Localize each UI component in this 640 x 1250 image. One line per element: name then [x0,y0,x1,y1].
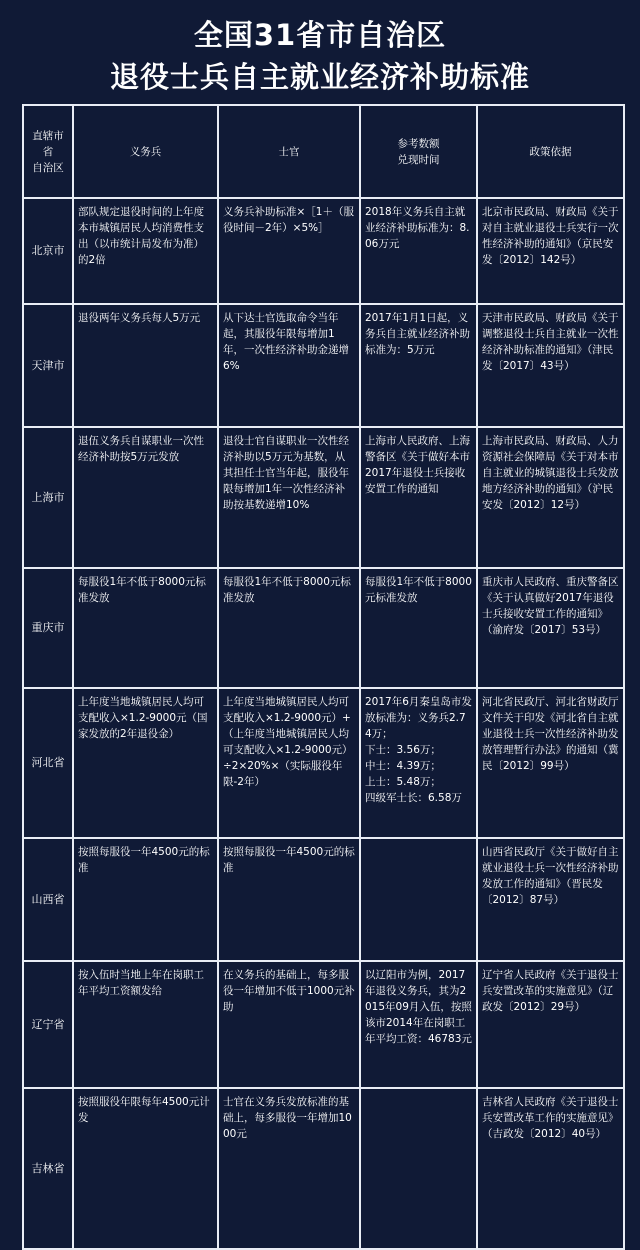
table-row [23,1088,624,1249]
table-row [23,961,624,1088]
nco-cell: 士官在义务兵发放标准的基础上，每多服役一年增加1000元 [218,1088,360,1249]
province-cell: 重庆市 [23,568,73,688]
conscript-cell: 每服役1年不低于8000元标准发放 [73,568,218,688]
policy-cell: 北京市民政局、财政局《关于对自主就业退役士兵实行一次性经济补助的通知》（京民安发〔2012〕142号） [477,198,624,304]
province-cell: 辽宁省 [23,961,73,1088]
nco-cell: 上年度当地城镇居民人均可支配收入×1.2-9000元）+（上年度当地城镇居民人均可支配收入×1.2-9000元）÷2×20%×（实际服役年限-2年） [218,688,360,838]
province-cell: 上海市 [23,427,73,568]
header-conscript-label: 义务兵 [129,145,162,158]
reference-cell: 2018年义务兵自主就业经济补助标准为：8.06万元 [360,198,477,304]
province-cell: 河北省 [23,688,73,838]
conscript-cell: 部队规定退役时间的上年度本市城镇居民人均消费性支出（以市统计局发布为准）的2倍 [73,198,218,304]
table-row [23,304,624,427]
header-reference [360,105,477,198]
header-region-label: 直辖市 省 自治区 [32,129,64,174]
subsidy-table [22,104,625,1250]
province-cell: 北京市 [23,198,73,304]
policy-cell: 河北省民政厅、河北省财政厅文件关于印发《河北省自主就业退役士兵一次性经济补助发放管理暂行办法》的通知（冀民〔2012〕99号） [477,688,624,838]
header-reference-label: 参考数额 兑现时间 [397,137,440,166]
reference-cell: 以辽阳市为例，2017年退役义务兵，其为2015年09月入伍，按照该市2014年在岗职工年平均工资：46783元 [360,961,477,1088]
policy-cell: 上海市民政局、财政局、人力资源社会保障局《关于对本市自主就业的城镇退役士兵发放地方经济补助的通知》（沪民安发〔2012〕12号） [477,427,624,568]
table-row [23,838,624,961]
header-policy [477,105,624,198]
title-line-2: 退役士兵自主就业经济补助标准 [109,60,530,94]
table-row [23,427,624,568]
province-cell: 山西省 [23,838,73,961]
conscript-cell: 按入伍时当地上年在岗职工年平均工资额发给 [73,961,218,1088]
nco-cell: 义务兵补助标准×［1＋（服役时间－2年）×5%］ [218,198,360,304]
policy-cell: 吉林省人民政府《关于退役士兵安置改革工作的实施意见》（吉政发〔2012〕40号） [477,1088,624,1249]
page-title [0,14,640,98]
header-policy-label: 政策依据 [529,145,572,158]
policy-cell: 重庆市人民政府、重庆警备区《关于认真做好2017年退役士兵接收安置工作的通知》（渝府发〔2017〕53号） [477,568,624,688]
policy-cell: 辽宁省人民政府《关于退役士兵安置改革的实施意见》（辽政发〔2012〕29号） [477,961,624,1088]
policy-cell: 山西省民政厅《关于做好自主就业退役士兵一次性经济补助发放工作的通知》（晋民发〔2012〕87号） [477,838,624,961]
conscript-cell: 按照每服役一年4500元的标准 [73,838,218,961]
conscript-cell: 按照服役年限每年4500元计发 [73,1088,218,1249]
reference-cell: 2017年6月秦皇岛市发放标准为：义务兵2.74万； 下士：3.56万； 中士：4.39万； 上士：5.48万； 四级军士长：6.58万 [360,688,477,838]
conscript-cell: 退役两年义务兵每人5万元 [73,304,218,427]
reference-cell: 上海市人民政府、上海警备区《关于做好本市2017年退役士兵接收安置工作的通知 [360,427,477,568]
conscript-cell: 上年度当地城镇居民人均可支配收入×1.2-9000元（国家发放的2年退役金） [73,688,218,838]
conscript-cell: 退伍义务兵自谋职业一次性经济补助按5万元发放 [73,427,218,568]
reference-cell: 2017年1月1日起，义务兵自主就业经济补助标准为：5万元 [360,304,477,427]
reference-cell: 每服役1年不低于8000元标准发放 [360,568,477,688]
header-nco [218,105,360,198]
header-conscript [73,105,218,198]
header-row [23,105,624,198]
reference-cell [360,1088,477,1249]
nco-cell: 按照每服役一年4500元的标准 [218,838,360,961]
table-row [23,688,624,838]
table-row [23,198,624,304]
policy-cell: 天津市民政局、财政局《关于调整退役士兵自主就业一次性经济补助标准的通知》（津民发〔2017〕43号） [477,304,624,427]
province-cell: 天津市 [23,304,73,427]
nco-cell: 从下达士官选取命令当年起，其服役年限每增加1年，一次性经济补助金递增6% [218,304,360,427]
table-row [23,568,624,688]
nco-cell: 每服役1年不低于8000元标准发放 [218,568,360,688]
header-region [23,105,73,198]
nco-cell: 退役士官自谋职业一次性经济补助以5万元为基数，从其担任士官当年起，服役年限每增加1年一次性经济补助按基数递增10% [218,427,360,568]
reference-cell [360,838,477,961]
title-line-1: 全国31省市自治区 [193,18,447,52]
province-cell: 吉林省 [23,1088,73,1249]
header-nco-label: 士官 [278,145,300,158]
nco-cell: 在义务兵的基础上，每多服役一年增加不低于1000元补助 [218,961,360,1088]
